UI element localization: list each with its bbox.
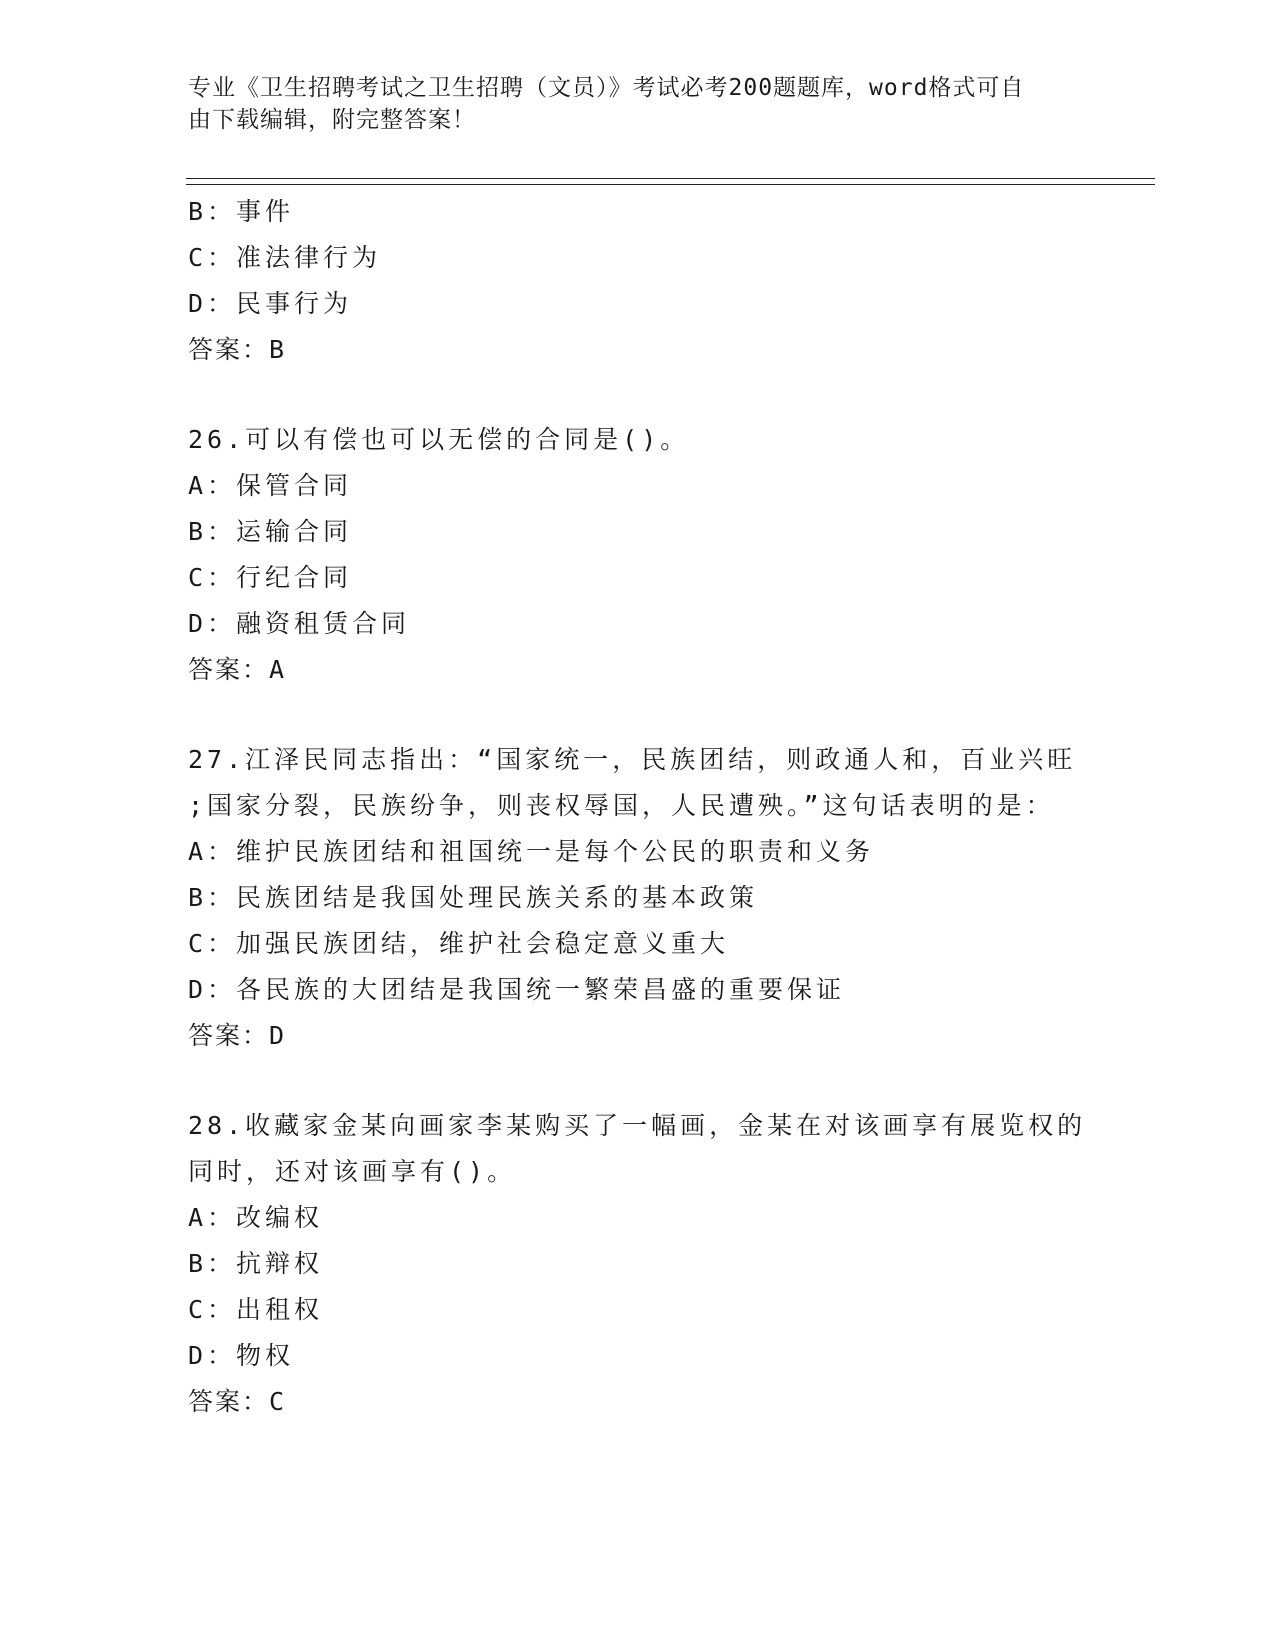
option-c: C：出租权 — [188, 1295, 324, 1324]
option-a: A：保管合同 — [188, 471, 353, 500]
option-c: C：准法律行为 — [188, 243, 382, 272]
question-text-line-2: ;国家分裂，民族纷争，则丧权辱国，人民遭殃。”这句话表明的是： — [188, 791, 1055, 820]
question-text-line-1: 27.江泽民同志指出：“国家统一，民族团结，则政通人和，百业兴旺 — [188, 745, 1077, 774]
answer: 答案：C — [188, 1387, 287, 1416]
question-list — [188, 189, 1088, 1425]
option-b: B：事件 — [188, 197, 295, 226]
document-header — [188, 72, 1068, 136]
option-b: B：民族团结是我国处理民族关系的基本政策 — [188, 883, 759, 912]
question-25-partial — [188, 189, 1088, 373]
option-b: B：运输合同 — [188, 517, 353, 546]
option-a: A：维护民族团结和祖国统一是每个公民的职责和义务 — [188, 837, 875, 866]
answer: 答案：D — [188, 1021, 287, 1050]
question-text-line-2: 同时，还对该画享有()。 — [188, 1157, 517, 1186]
answer: 答案：B — [188, 335, 287, 364]
header-divider-top — [186, 178, 1155, 179]
header-line-2: 由下载编辑，附完整答案！ — [188, 107, 476, 133]
question-26 — [188, 417, 1088, 693]
option-b: B：抗辩权 — [188, 1249, 324, 1278]
option-c: C：行纪合同 — [188, 563, 353, 592]
header-divider-bottom — [186, 184, 1155, 185]
option-a: A：改编权 — [188, 1203, 324, 1232]
header-line-1: 专业《卫生招聘考试之卫生招聘（文员）》考试必考200题题库，word格式可自 — [188, 75, 1025, 101]
question-text-line-1: 28.收藏家金某向画家李某购买了一幅画，金某在对该画享有展览权的 — [188, 1111, 1087, 1140]
option-d: D：民事行为 — [188, 289, 353, 318]
question-27 — [188, 737, 1088, 1059]
question-28 — [188, 1103, 1088, 1425]
option-d: D：融资租赁合同 — [188, 609, 411, 638]
option-d: D：各民族的大团结是我国统一繁荣昌盛的重要保证 — [188, 975, 846, 1004]
question-text: 26.可以有偿也可以无偿的合同是()。 — [188, 425, 690, 454]
option-c: C：加强民族团结，维护社会稳定意义重大 — [188, 929, 730, 958]
option-d: D：物权 — [188, 1341, 295, 1370]
answer: 答案：A — [188, 655, 287, 684]
